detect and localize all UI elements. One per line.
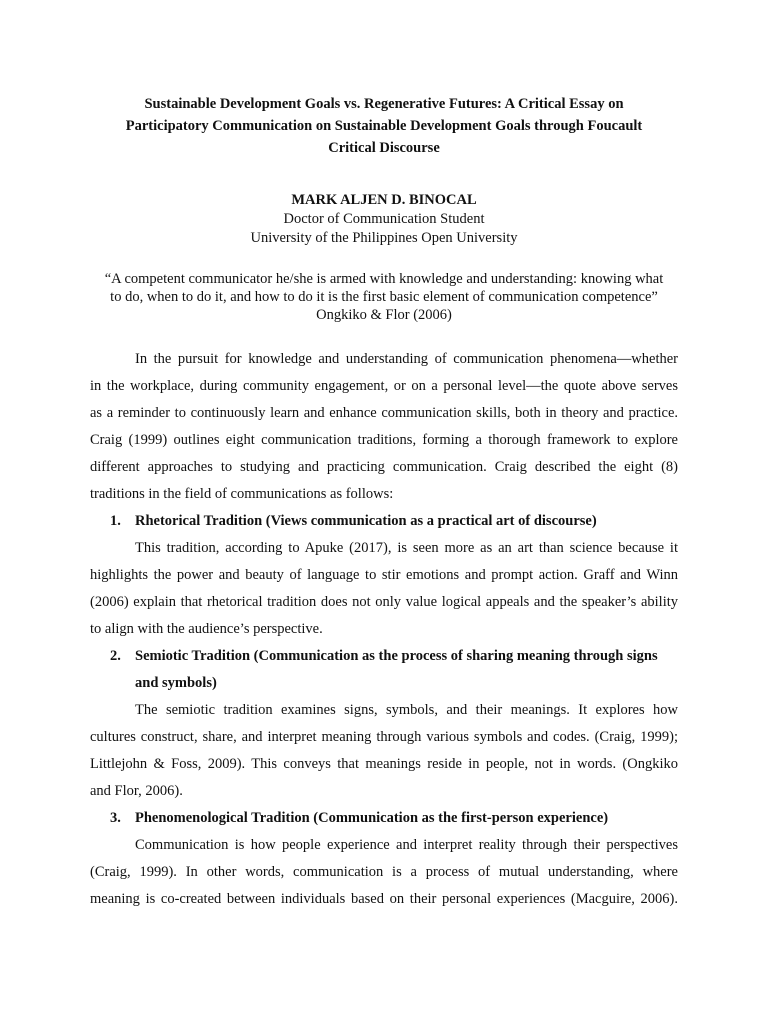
title-line: Participatory Communication on Sustainable Development Goals through Foucault [125,118,643,134]
paragraph-line: to align with the audience’s perspective. [90,621,323,637]
title-line: Critical Discourse [328,140,440,156]
author-affiliation: University of the Philippines Open University [250,230,518,246]
list-number: 1. [110,513,121,529]
heading-continuation: and symbols) [135,675,217,691]
paragraph-line: This tradition, according to Apuke (2017), is seen more as an art than science because it [135,540,678,556]
quote-attribution: Ongkiko & Flor (2006) [316,307,452,323]
paragraph-line: Littlejohn & Foss, 2009). This conveys that meanings reside in people, not in words. (Ongkiko [90,756,678,772]
quote-line: to do, when to do it, and how to do it is the first basic element of communication competence” [110,289,658,305]
paragraph-line: meaning is co-created between individuals based on their personal experiences (Macguire, 2006). [90,891,678,907]
author-name: MARK ALJEN D. BINOCAL [291,192,477,208]
list-number: 2. [110,648,121,664]
paragraph-line: (Craig, 1999). In other words, communication is a process of mutual understanding, where [90,864,678,880]
epigraph-quote [80,270,688,324]
essay-body [90,346,678,913]
heading-text: Rhetorical Tradition (Views communication as a practical art of discourse) [135,513,597,529]
paragraph-line: as a reminder to continuously learn and enhance communication skills, both in theory and practice. [90,405,678,421]
author-block [90,191,678,248]
paragraph-line: Communication is how people experience and interpret reality through their perspectives [135,837,678,853]
title-line: Sustainable Development Goals vs. Regenerative Futures: A Critical Essay on [144,96,624,112]
tradition-heading [90,643,678,670]
paragraph-line: highlights the power and beauty of language to stir emotions and prompt action. Graff and Winn [90,567,678,583]
essay-title [90,93,678,159]
paragraph-line: In the pursuit for knowledge and understanding of communication phenomena—whether [135,351,678,367]
tradition-heading [90,508,678,535]
paragraph-line: and Flor, 2006). [90,783,183,799]
heading-text: Semiotic Tradition (Communication as the process of sharing meaning through signs [135,648,658,664]
paragraph-line: different approaches to studying and practicing communication. Craig described the eight (8) [90,459,678,475]
paragraph-line: The semiotic tradition examines signs, symbols, and their meanings. It explores how [135,702,678,718]
paragraph-line: cultures construct, share, and interpret meaning through various symbols and codes. (Craig, 1999); [90,729,678,745]
list-number: 3. [110,810,121,826]
author-role: Doctor of Communication Student [283,211,485,227]
paragraph-line: (2006) explain that rhetorical tradition does not only value logical appeals and the speaker’s ability [90,594,678,610]
paragraph-line: traditions in the field of communications as follows: [90,486,394,502]
heading-text: Phenomenological Tradition (Communication as the first-person experience) [135,810,609,826]
paragraph-line: Craig (1999) outlines eight communication traditions, forming a thorough framework to explore [90,432,678,448]
tradition-heading [90,805,678,832]
quote-line: “A competent communicator he/she is armed with knowledge and understanding: knowing what [104,271,664,287]
paragraph-line: in the workplace, during community engagement, or on a personal level—the quote above serves [90,378,678,394]
